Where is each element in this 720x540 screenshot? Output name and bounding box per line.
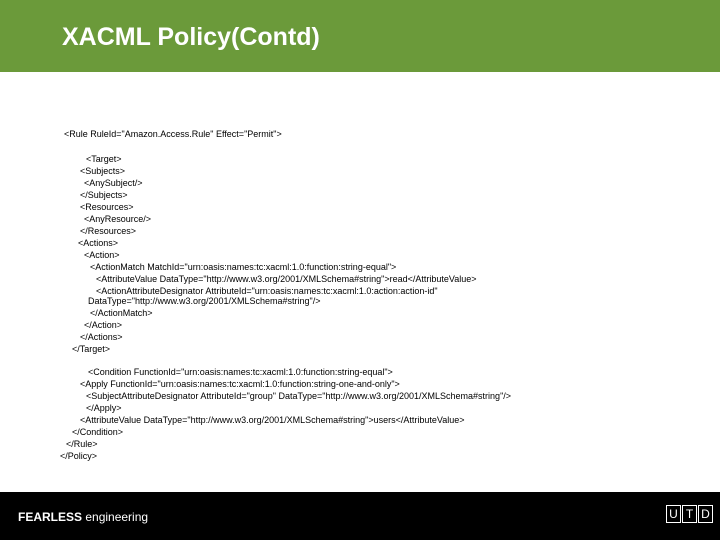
brand-bold: FEARLESS <box>18 510 83 524</box>
code-line: <ActionMatch MatchId="urn:oasis:names:tc:xacml:1.0:function:string-equal"> <box>90 262 397 272</box>
code-line: <Subjects> <box>80 166 126 176</box>
code-line: <AnySubject/> <box>84 178 143 188</box>
code-line: <AttributeValue DataType="http://www.w3.org/2001/XMLSchema#string">users</AttributeValue> <box>80 415 465 425</box>
code-line: <SubjectAttributeDesignator AttributeId="group" DataType="http://www.w3.org/2001/XMLSchema#string"/> <box>86 391 512 401</box>
utd-logo <box>666 505 713 523</box>
code-line: </ActionMatch> <box>90 308 153 318</box>
code-line: </Action> <box>84 320 123 330</box>
logo-letter-d: D <box>698 505 713 523</box>
code-line: <AttributeValue DataType="http://www.w3.org/2001/XMLSchema#string">read</AttributeValue> <box>96 274 477 284</box>
code-line: DataType="http://www.w3.org/2001/XMLSchema#string"/> <box>88 296 321 306</box>
code-line: </Rule> <box>66 439 98 449</box>
code-line: <Rule RuleId="Amazon.Access.Rule" Effect="Permit"> <box>64 129 282 139</box>
code-line: <AnyResource/> <box>84 214 152 224</box>
code-line: <ActionAttributeDesignator AttributeId="urn:oasis:names:tc:xacml:1.0:action:action-id" <box>96 286 438 296</box>
code-line: <Target> <box>86 154 122 164</box>
brand-rest: engineering <box>82 510 149 524</box>
slide-title: XACML Policy(Contd) <box>62 23 320 51</box>
code-line: <Resources> <box>80 202 134 212</box>
code-line: <Action> <box>84 250 120 260</box>
code-line: </Target> <box>72 344 111 354</box>
code-line: </Resources> <box>80 226 137 236</box>
code-line: <Actions> <box>78 238 119 248</box>
slide-header <box>0 0 720 72</box>
code-line: <Apply FunctionId="urn:oasis:names:tc:xacml:1.0:function:string-one-and-only"> <box>80 379 400 389</box>
brand-text <box>18 510 148 524</box>
code-line: </Policy> <box>60 451 98 461</box>
code-line: </Subjects> <box>80 190 128 200</box>
code-line: </Condition> <box>72 427 124 437</box>
code-line: </Actions> <box>80 332 123 342</box>
code-line: </Apply> <box>86 403 122 413</box>
logo-letter-t: T <box>682 505 697 523</box>
logo-letter-u: U <box>666 505 681 523</box>
code-line: <Condition FunctionId="urn:oasis:names:tc:xacml:1.0:function:string-equal"> <box>88 367 393 377</box>
slide-footer <box>0 492 720 540</box>
